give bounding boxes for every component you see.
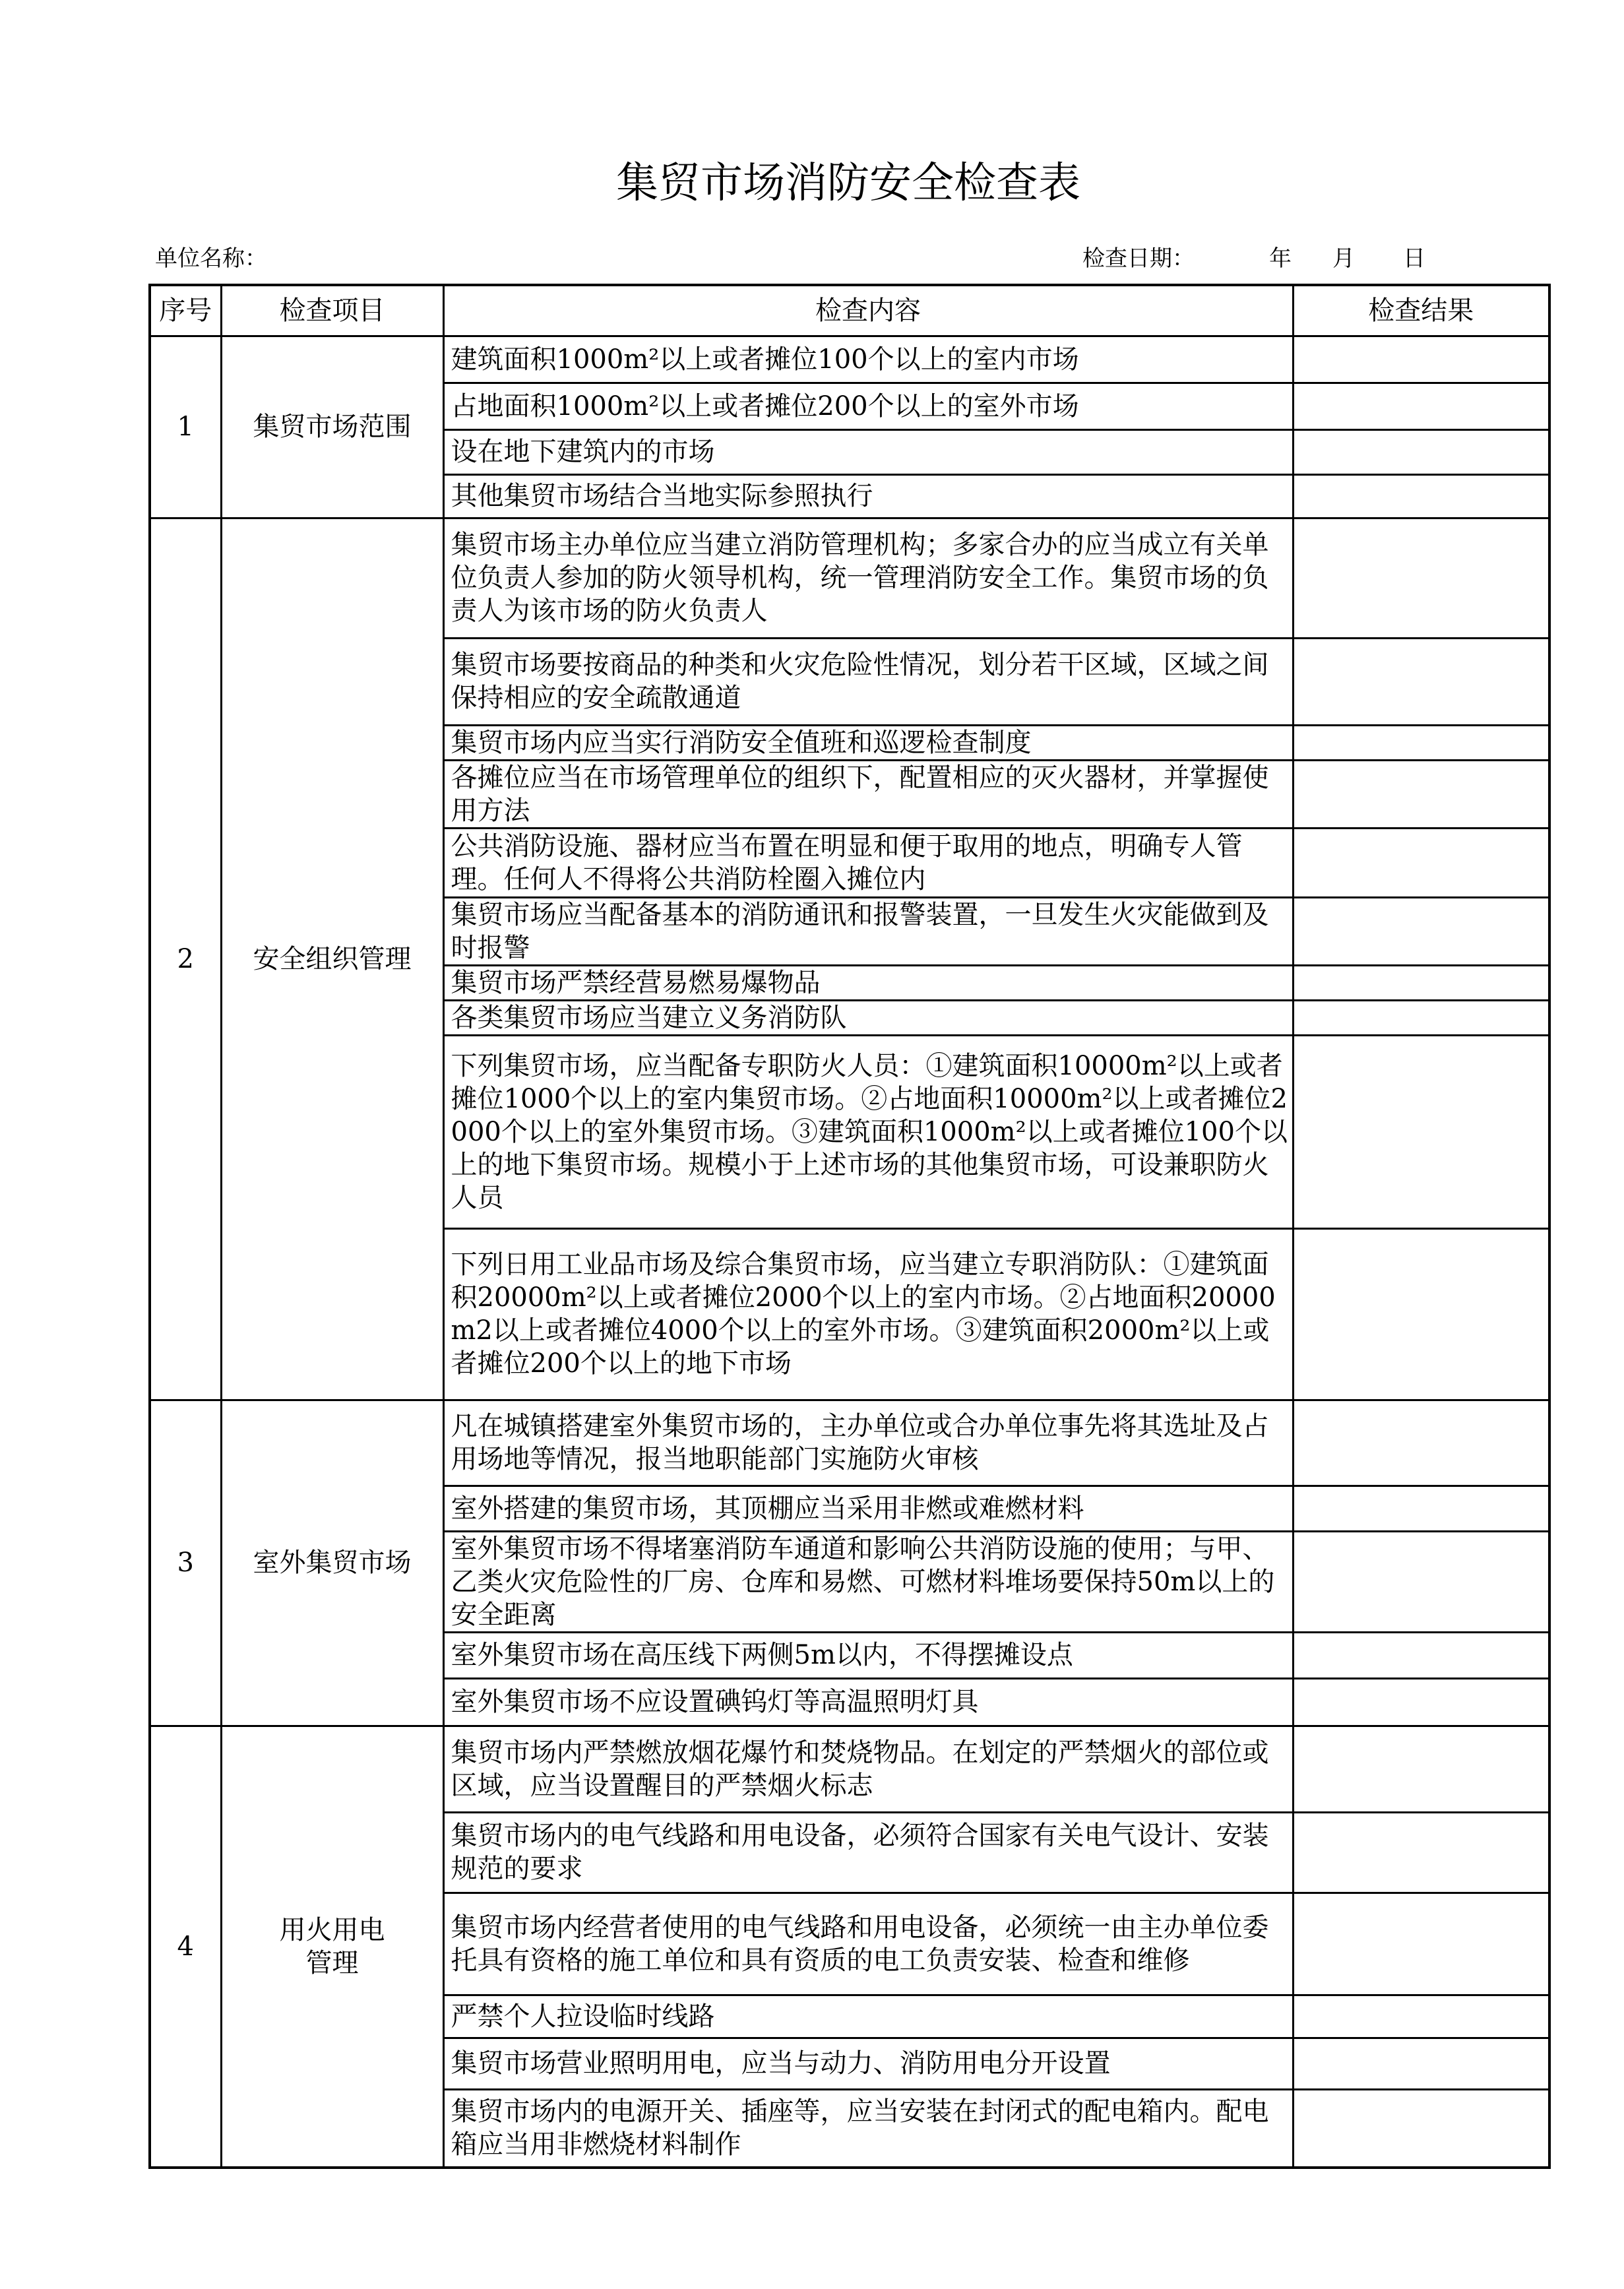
inspection-content: 集贸市场内经营者使用的电气线路和用电设备，必须统一由主办单位委托具有资格的施工单位和具有资质的电工负责安装、检查和维修 bbox=[443, 1893, 1293, 1995]
inspection-content: 集贸市场内的电气线路和用电设备，必须符合国家有关电气设计、安装规范的要求 bbox=[443, 1812, 1293, 1893]
inspection-result-cell[interactable] bbox=[1293, 1893, 1549, 1995]
inspection-result-cell[interactable] bbox=[1293, 638, 1549, 725]
year-label: 年 bbox=[1269, 245, 1292, 272]
header-content: 检查内容 bbox=[443, 285, 1293, 336]
unit-name-label: 单位名称： bbox=[155, 245, 267, 272]
inspection-result-cell[interactable] bbox=[1293, 1035, 1549, 1228]
inspection-content: 各摊位应当在市场管理单位的组织下，配置相应的灭火器材，并掌握使用方法 bbox=[443, 760, 1293, 828]
header-result: 检查结果 bbox=[1293, 285, 1549, 336]
section-number: 2 bbox=[150, 518, 221, 1400]
inspection-result-cell[interactable] bbox=[1293, 1400, 1549, 1486]
inspection-content: 占地面积1000m²以上或者摊位200个以上的室外市场 bbox=[443, 383, 1293, 429]
inspection-result-cell[interactable] bbox=[1293, 1678, 1549, 1726]
section-item-name: 室外集贸市场 bbox=[221, 1400, 443, 1726]
inspection-result-cell[interactable] bbox=[1293, 1000, 1549, 1035]
inspection-result-cell[interactable] bbox=[1293, 2038, 1549, 2089]
inspection-result-cell[interactable] bbox=[1293, 965, 1549, 1000]
inspection-table bbox=[148, 284, 1551, 2169]
inspection-content: 集贸市场内严禁燃放烟花爆竹和焚烧物品。在划定的严禁烟火的部位或区域，应当设置醒目的严禁烟火标志 bbox=[443, 1726, 1293, 1812]
inspection-result-cell[interactable] bbox=[1293, 429, 1549, 474]
section-number: 4 bbox=[150, 1726, 221, 2168]
section-item-name: 用火用电 管理 bbox=[221, 1726, 443, 2168]
section-item-name: 安全组织管理 bbox=[221, 518, 443, 1400]
inspection-content: 室外集贸市场不应设置碘钨灯等高温照明灯具 bbox=[443, 1678, 1293, 1726]
month-label: 月 bbox=[1332, 245, 1355, 272]
inspection-content: 建筑面积1000m²以上或者摊位100个以上的室内市场 bbox=[443, 336, 1293, 383]
inspection-result-cell[interactable] bbox=[1293, 336, 1549, 383]
section-number: 1 bbox=[150, 336, 221, 518]
inspection-content: 集贸市场内的电源开关、插座等，应当安装在封闭式的配电箱内。配电箱应当用非燃烧材料制作 bbox=[443, 2089, 1293, 2168]
header-item: 检查项目 bbox=[221, 285, 443, 336]
inspection-result-cell[interactable] bbox=[1293, 897, 1549, 965]
section-number: 3 bbox=[150, 1400, 221, 1726]
inspection-content: 室外搭建的集贸市场，其顶棚应当采用非燃或难燃材料 bbox=[443, 1486, 1293, 1531]
inspection-content: 公共消防设施、器材应当布置在明显和便于取用的地点，明确专人管理。任何人不得将公共消防栓圈入摊位内 bbox=[443, 828, 1293, 897]
header-seq: 序号 bbox=[150, 285, 221, 336]
inspection-content: 集贸市场内应当实行消防安全值班和巡逻检查制度 bbox=[443, 725, 1293, 760]
inspection-result-cell[interactable] bbox=[1293, 383, 1549, 429]
inspection-result-cell[interactable] bbox=[1293, 518, 1549, 638]
inspection-content: 各类集贸市场应当建立义务消防队 bbox=[443, 1000, 1293, 1035]
inspection-result-cell[interactable] bbox=[1293, 1726, 1549, 1812]
table-header-row bbox=[150, 285, 1549, 336]
inspection-content: 集贸市场应当配备基本的消防通讯和报警装置，一旦发生火灾能做到及时报警 bbox=[443, 897, 1293, 965]
inspection-result-cell[interactable] bbox=[1293, 1995, 1549, 2038]
table-body bbox=[150, 336, 1549, 2168]
day-label: 日 bbox=[1403, 245, 1425, 272]
inspection-content: 室外集贸市场在高压线下两侧5m以内，不得摆摊设点 bbox=[443, 1632, 1293, 1678]
inspection-result-cell[interactable] bbox=[1293, 1228, 1549, 1400]
inspection-result-cell[interactable] bbox=[1293, 1812, 1549, 1893]
inspection-content: 其他集贸市场结合当地实际参照执行 bbox=[443, 474, 1293, 518]
inspection-content: 严禁个人拉设临时线路 bbox=[443, 1995, 1293, 2038]
inspection-content: 设在地下建筑内的市场 bbox=[443, 429, 1293, 474]
inspection-result-cell[interactable] bbox=[1293, 828, 1549, 897]
inspection-content: 下列集贸市场，应当配备专职防火人员：①建筑面积10000m²以上或者摊位1000个以上的室内集贸市场。②占地面积10000m²以上或者摊位2000个以上的室外集贸市场。③建筑面积1000m²以上或者摊位100个以上的地下集贸市场。规模小于上述市场的其他集贸市场，可设兼职防火人员 bbox=[443, 1035, 1293, 1228]
inspection-result-cell[interactable] bbox=[1293, 1531, 1549, 1632]
table-row bbox=[150, 1726, 1549, 1812]
inspection-content: 集贸市场主办单位应当建立消防管理机构；多家合办的应当成立有关单位负责人参加的防火领导机构，统一管理消防安全工作。集贸市场的负责人为该市场的防火负责人 bbox=[443, 518, 1293, 638]
inspection-result-cell[interactable] bbox=[1293, 2089, 1549, 2168]
inspection-result-cell[interactable] bbox=[1293, 760, 1549, 828]
inspection-content: 集贸市场严禁经营易燃易爆物品 bbox=[443, 965, 1293, 1000]
inspection-content: 室外集贸市场不得堵塞消防车通道和影响公共消防设施的使用；与甲、乙类火灾危险性的厂房、仓库和易燃、可燃材料堆场要保持50m以上的安全距离 bbox=[443, 1531, 1293, 1632]
page-title: 集贸市场消防安全检查表 bbox=[616, 159, 1080, 208]
inspection-content: 凡在城镇搭建室外集贸市场的，主办单位或合办单位事先将其选址及占用场地等情况，报当地职能部门实施防火审核 bbox=[443, 1400, 1293, 1486]
inspection-result-cell[interactable] bbox=[1293, 725, 1549, 760]
inspection-result-cell[interactable] bbox=[1293, 474, 1549, 518]
table-row bbox=[150, 518, 1549, 638]
table-row bbox=[150, 336, 1549, 383]
section-item-name: 集贸市场范围 bbox=[221, 336, 443, 518]
inspection-content: 下列日用工业品市场及综合集贸市场，应当建立专职消防队：①建筑面积20000m²以上或者摊位2000个以上的室内市场。②占地面积20000m2以上或者摊位4000个以上的室外市场。③建筑面积2000m²以上或者摊位200个以上的地下市场 bbox=[443, 1228, 1293, 1400]
inspection-content: 集贸市场要按商品的种类和火灾危险性情况，划分若干区域，区域之间保持相应的安全疏散通道 bbox=[443, 638, 1293, 725]
inspection-result-cell[interactable] bbox=[1293, 1632, 1549, 1678]
inspection-content: 集贸市场营业照明用电，应当与动力、消防用电分开设置 bbox=[443, 2038, 1293, 2089]
inspection-result-cell[interactable] bbox=[1293, 1486, 1549, 1531]
inspection-date-label: 检查日期： bbox=[1082, 245, 1195, 272]
table-row bbox=[150, 1400, 1549, 1486]
